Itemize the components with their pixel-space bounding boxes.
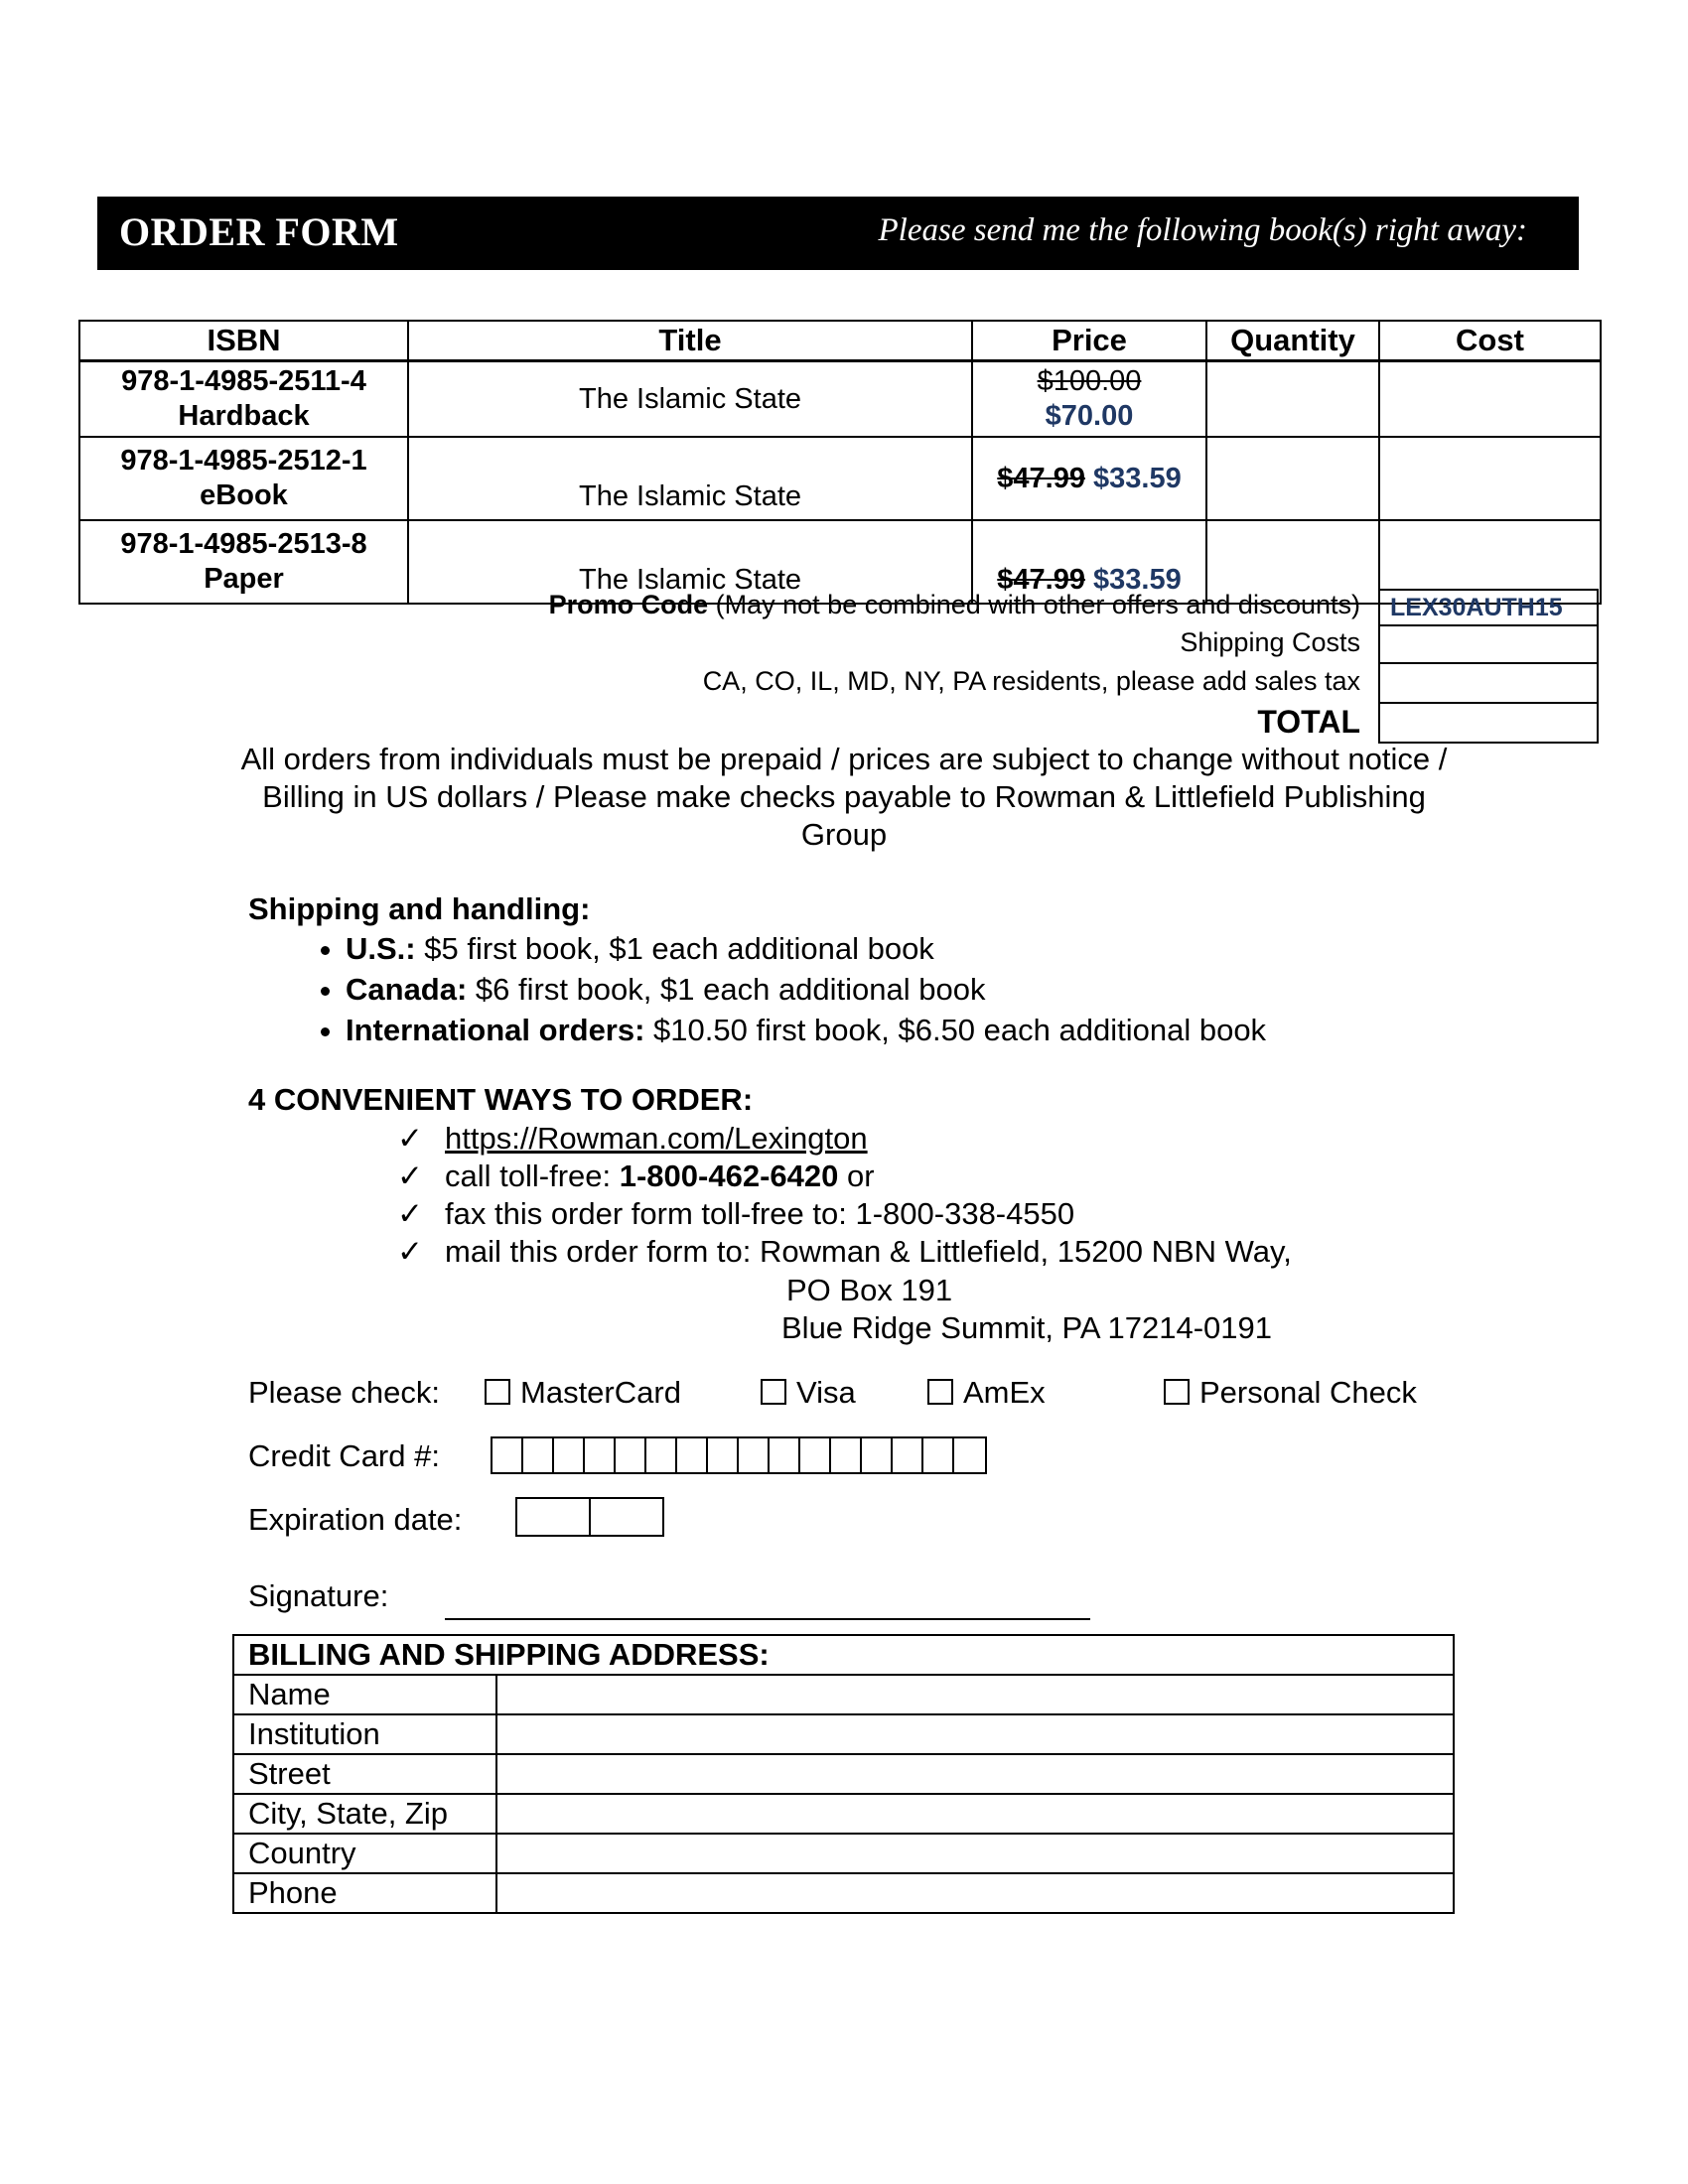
expiration-date-field[interactable] bbox=[515, 1497, 664, 1537]
signature-line[interactable] bbox=[445, 1618, 1090, 1620]
country-field[interactable] bbox=[496, 1834, 1454, 1873]
column-header-title: Title bbox=[408, 321, 972, 361]
shipping-region: Canada: bbox=[346, 972, 468, 1007]
shipping-rate: $6 first book, $1 each additional book bbox=[467, 972, 986, 1007]
book-title: The Islamic State bbox=[408, 361, 972, 438]
promo-label: Promo Code bbox=[548, 590, 709, 619]
table-row bbox=[79, 437, 1601, 520]
order-table bbox=[78, 320, 1602, 605]
column-header-price: Price bbox=[972, 321, 1206, 361]
isbn-cell bbox=[79, 361, 408, 438]
table-row bbox=[233, 1714, 1454, 1754]
column-header-isbn: ISBN bbox=[79, 321, 408, 361]
mail-address-line-3: Blue Ridge Summit, PA 17214-0191 bbox=[781, 1310, 1273, 1345]
shipping-region: U.S.: bbox=[346, 931, 416, 966]
checkbox-icon[interactable] bbox=[927, 1379, 953, 1405]
order-notice: All orders from individuals must be prepaid / prices are subject to change without notice / Billing in US dollars / Please make checks payable to Rowman & Littlefield Publishing Group bbox=[240, 742, 1448, 852]
mastercard-label: MasterCard bbox=[520, 1375, 681, 1410]
institution-label: Institution bbox=[233, 1714, 496, 1754]
table-row bbox=[233, 1834, 1454, 1873]
sales-tax-label: CA, CO, IL, MD, NY, PA residents, please add sales tax bbox=[702, 666, 1360, 696]
isbn-number: 978-1-4985-2512-1 bbox=[120, 445, 367, 477]
checkbox-icon[interactable] bbox=[485, 1379, 510, 1405]
table-row bbox=[233, 1675, 1454, 1714]
quantity-field[interactable] bbox=[1206, 361, 1379, 438]
discount-price: $33.59 bbox=[1093, 462, 1182, 494]
checkmark-icon: ✓ bbox=[397, 1234, 423, 1269]
cost-field[interactable] bbox=[1379, 361, 1601, 438]
isbn-cell bbox=[79, 520, 408, 604]
price-cell bbox=[972, 437, 1206, 520]
cost-field[interactable] bbox=[1379, 437, 1601, 520]
table-row bbox=[233, 1873, 1454, 1913]
amex-label: AmEx bbox=[963, 1375, 1046, 1410]
isbn-cell bbox=[79, 437, 408, 520]
expiration-divider bbox=[589, 1499, 591, 1535]
table-row bbox=[233, 1794, 1454, 1834]
total-field[interactable] bbox=[1378, 702, 1599, 744]
checkmark-icon: ✓ bbox=[397, 1159, 423, 1193]
credit-card-number-field[interactable] bbox=[491, 1436, 987, 1474]
street-label: Street bbox=[233, 1754, 496, 1794]
shipping-heading: Shipping and handling: bbox=[248, 891, 591, 926]
book-format: Hardback bbox=[178, 400, 310, 432]
table-row bbox=[79, 361, 1601, 438]
quantity-field[interactable] bbox=[1206, 437, 1379, 520]
header-title: ORDER FORM bbox=[119, 209, 399, 254]
promo-code-label bbox=[549, 590, 1360, 620]
website-link[interactable]: https://Rowman.com/Lexington bbox=[445, 1121, 868, 1156]
city-state-zip-label: City, State, Zip bbox=[233, 1794, 496, 1834]
signature-label: Signature: bbox=[248, 1578, 389, 1613]
personal-check-option[interactable] bbox=[1164, 1375, 1417, 1411]
discount-price: $33.59 bbox=[1093, 564, 1182, 596]
column-header-quantity: Quantity bbox=[1206, 321, 1379, 361]
original-price: $47.99 bbox=[997, 564, 1085, 596]
name-label: Name bbox=[233, 1675, 496, 1714]
please-check-label: Please check: bbox=[248, 1375, 440, 1410]
visa-option[interactable] bbox=[761, 1375, 856, 1411]
book-title: The Islamic State bbox=[408, 520, 972, 604]
credit-card-label: Credit Card #: bbox=[248, 1438, 440, 1473]
phone-label: Phone bbox=[233, 1873, 496, 1913]
name-field[interactable] bbox=[496, 1675, 1454, 1714]
isbn-number: 978-1-4985-2511-4 bbox=[121, 365, 366, 397]
country-label: Country bbox=[233, 1834, 496, 1873]
shipping-costs-label: Shipping Costs bbox=[1180, 627, 1360, 657]
checkmark-icon: ✓ bbox=[397, 1196, 423, 1231]
shipping-rates-list bbox=[346, 928, 1266, 1050]
institution-field[interactable] bbox=[496, 1714, 1454, 1754]
ways-to-order-heading: 4 CONVENIENT WAYS TO ORDER: bbox=[248, 1082, 754, 1117]
shipping-rate: $10.50 first book, $6.50 each additional book bbox=[644, 1013, 1267, 1047]
checkmark-icon: ✓ bbox=[397, 1121, 423, 1156]
promo-code-field[interactable]: LEX30AUTH15 bbox=[1378, 589, 1599, 626]
price-cell bbox=[972, 361, 1206, 438]
book-format: Paper bbox=[204, 563, 284, 595]
list-item bbox=[346, 928, 1266, 969]
column-header-cost: Cost bbox=[1379, 321, 1601, 361]
total-label: TOTAL bbox=[1257, 704, 1360, 740]
mail-address-line-2: PO Box 191 bbox=[786, 1273, 953, 1307]
original-price: $100.00 bbox=[1037, 365, 1142, 397]
list-item bbox=[397, 1120, 1292, 1158]
list-item bbox=[397, 1195, 1292, 1233]
sales-tax-field[interactable] bbox=[1378, 662, 1599, 704]
billing-address-table bbox=[232, 1634, 1455, 1914]
isbn-number: 978-1-4985-2513-8 bbox=[120, 528, 367, 560]
discount-price: $70.00 bbox=[1045, 400, 1134, 432]
personal-check-label: Personal Check bbox=[1199, 1375, 1417, 1410]
shipping-rate: $5 first book, $1 each additional book bbox=[415, 931, 934, 966]
amex-option[interactable] bbox=[927, 1375, 1046, 1411]
list-item bbox=[346, 1010, 1266, 1050]
expiration-date-label: Expiration date: bbox=[248, 1502, 463, 1537]
visa-label: Visa bbox=[796, 1375, 856, 1410]
call-prefix: call toll-free: bbox=[445, 1159, 620, 1193]
shipping-region: International orders: bbox=[346, 1013, 645, 1047]
table-row bbox=[233, 1754, 1454, 1794]
shipping-costs-field[interactable] bbox=[1378, 624, 1599, 664]
fax-info: fax this order form toll-free to: 1-800-338-4550 bbox=[445, 1196, 1075, 1231]
call-suffix: or bbox=[838, 1159, 875, 1193]
mastercard-option[interactable] bbox=[485, 1375, 681, 1411]
city-state-zip-field[interactable] bbox=[496, 1794, 1454, 1834]
book-title: The Islamic State bbox=[408, 437, 972, 520]
book-format: eBook bbox=[200, 479, 288, 511]
phone-number: 1-800-462-6420 bbox=[619, 1159, 839, 1193]
address-heading: BILLING AND SHIPPING ADDRESS: bbox=[233, 1635, 1454, 1675]
list-item bbox=[397, 1233, 1292, 1271]
original-price: $47.99 bbox=[997, 462, 1085, 494]
phone-field[interactable] bbox=[496, 1873, 1454, 1913]
checkbox-icon[interactable] bbox=[1164, 1379, 1190, 1405]
list-item bbox=[346, 969, 1266, 1010]
list-item bbox=[397, 1158, 1292, 1195]
promo-note: (May not be combined with other offers and discounts) bbox=[715, 590, 1360, 619]
header-subtitle: Please send me the following book(s) right away: bbox=[878, 212, 1527, 248]
order-form-header bbox=[97, 197, 1579, 270]
order-table-header-row bbox=[79, 321, 1601, 361]
checkbox-icon[interactable] bbox=[761, 1379, 786, 1405]
street-field[interactable] bbox=[496, 1754, 1454, 1794]
ways-to-order-list bbox=[397, 1120, 1292, 1271]
mail-info: mail this order form to: Rowman & Littlefield, 15200 NBN Way, bbox=[445, 1234, 1292, 1269]
